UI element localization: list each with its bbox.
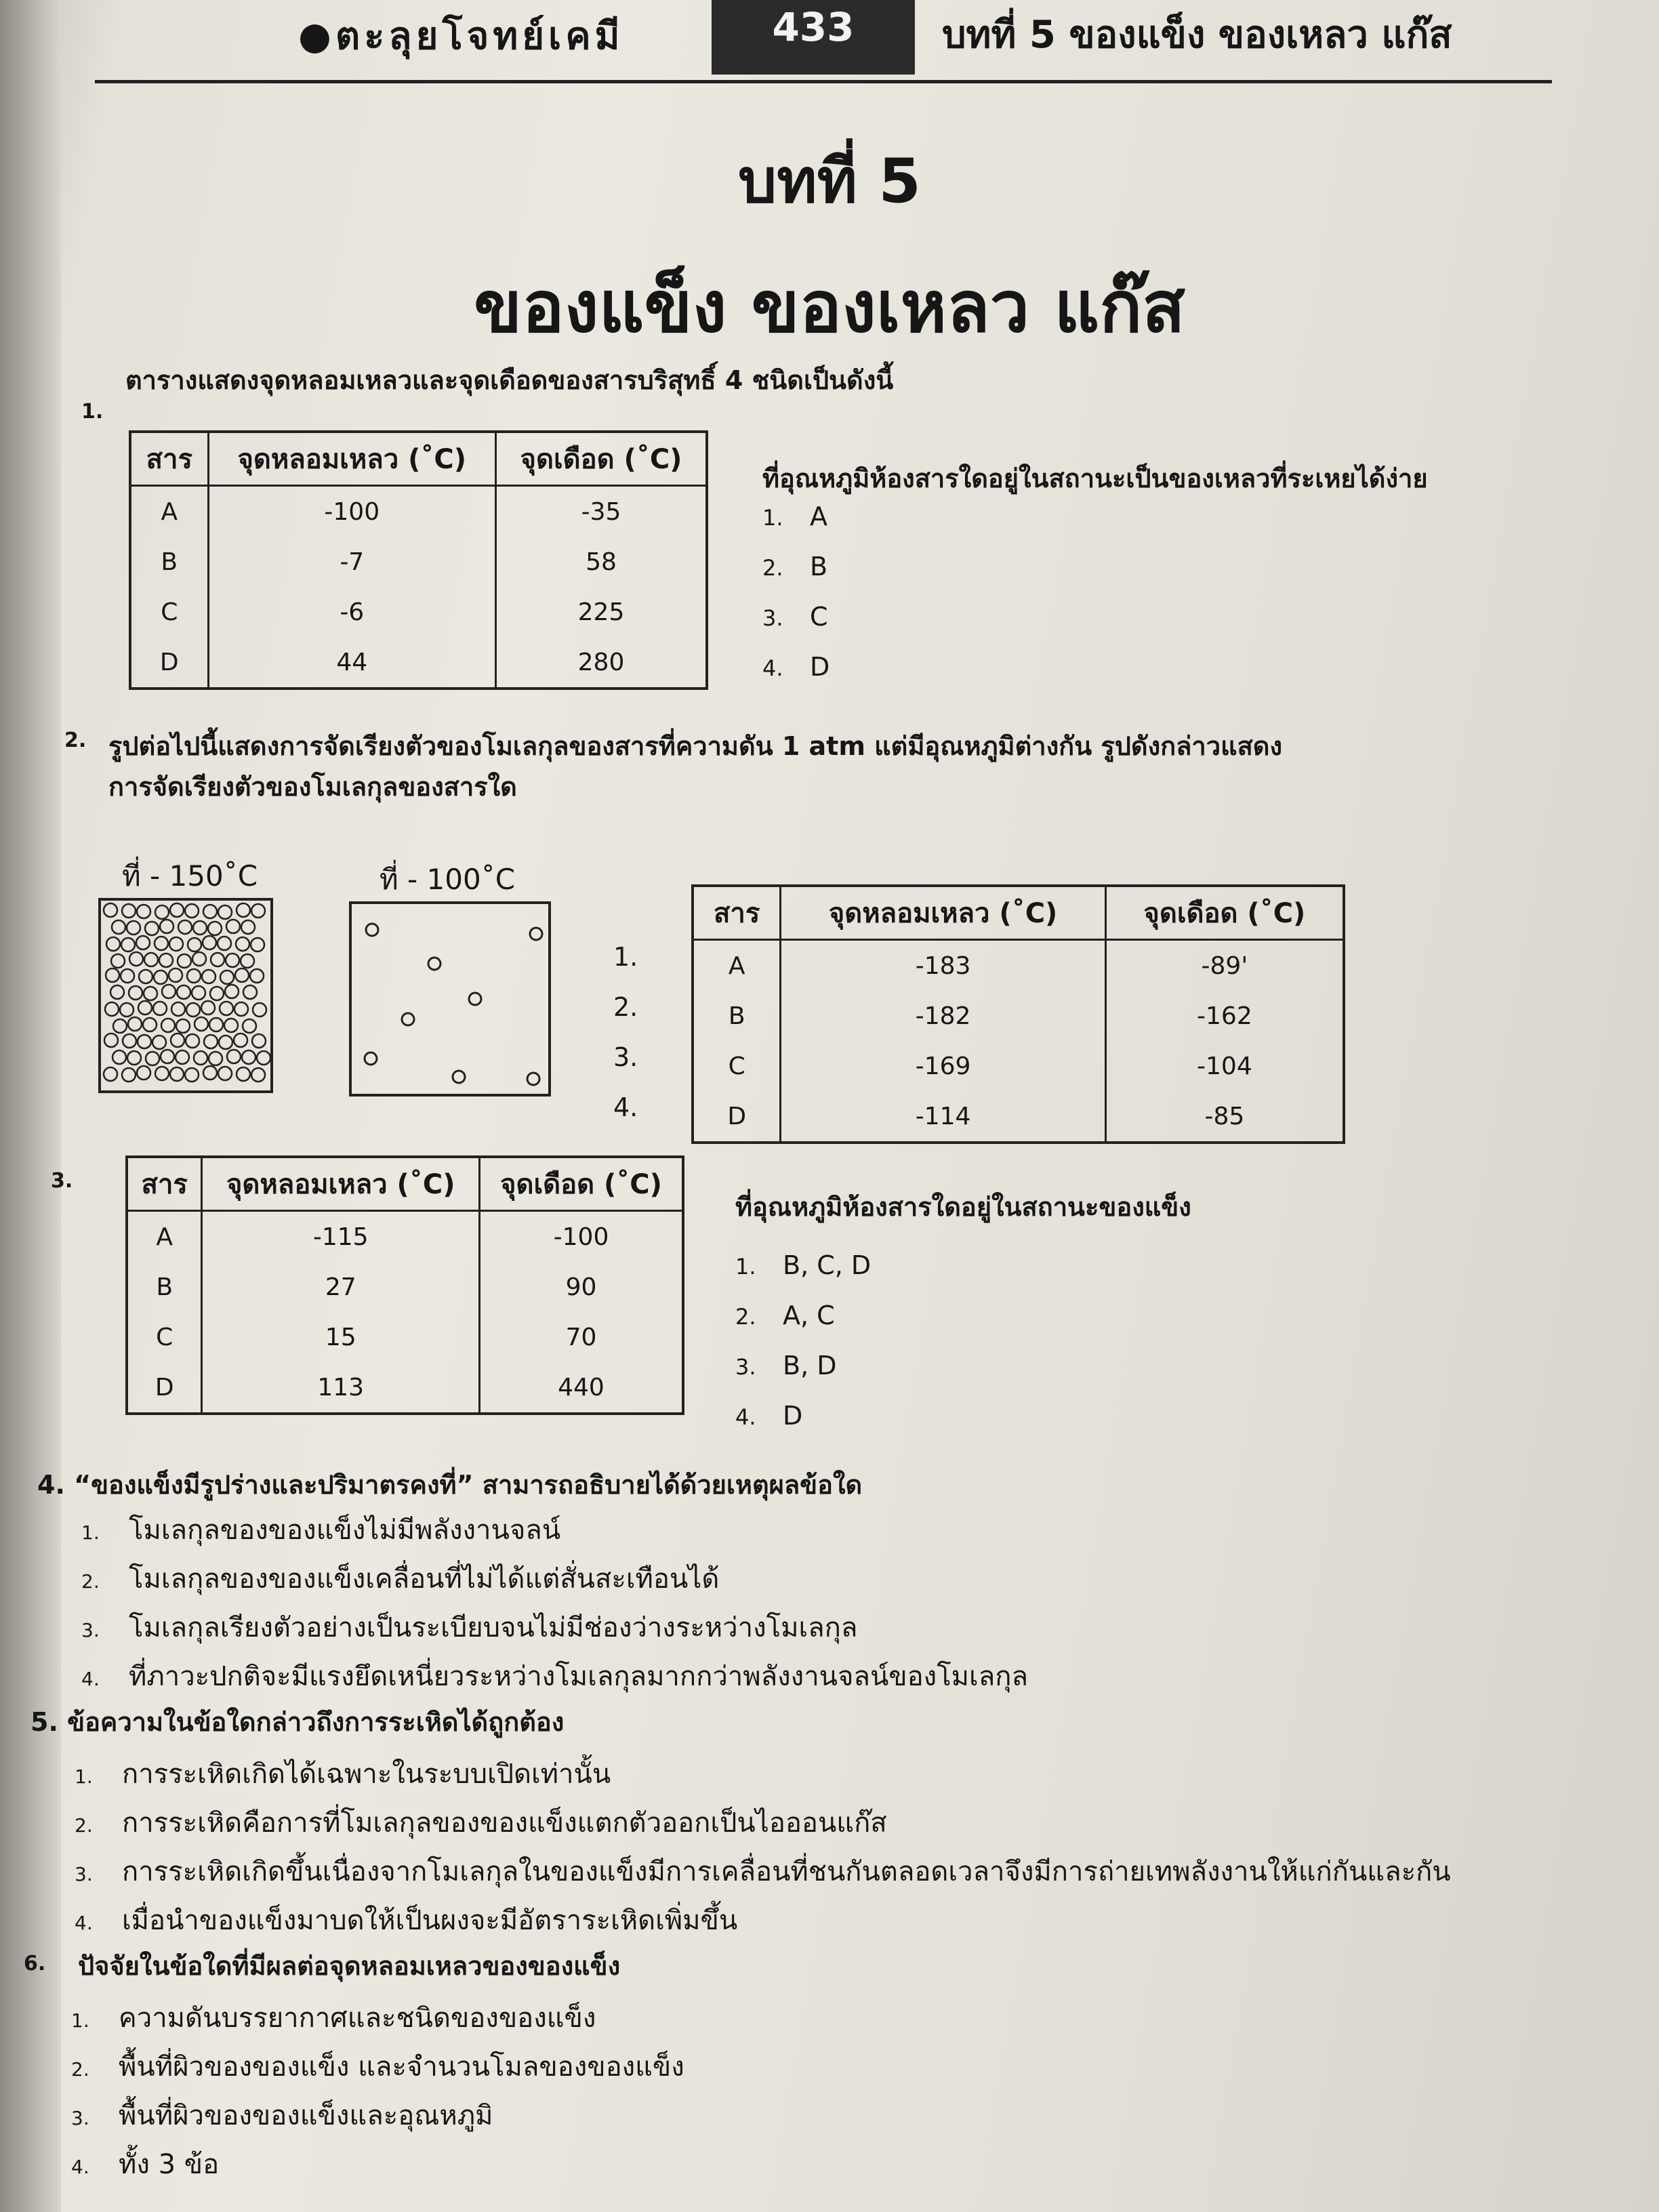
table-row (130, 486, 707, 537)
molecule-circle (138, 1001, 152, 1015)
q1-options (762, 501, 830, 702)
option-item (762, 602, 830, 652)
molecule-circle (237, 1067, 250, 1081)
molecule-circle (155, 1067, 169, 1080)
option-item (75, 1849, 1451, 1898)
molecule-circle (186, 1003, 200, 1017)
table-cell: B (693, 991, 781, 1041)
option-item (75, 1752, 1451, 1801)
option-item (71, 2093, 684, 2142)
molecule-circle (235, 968, 249, 982)
option-text: B, C, D (783, 1250, 872, 1280)
molecule-circle (154, 970, 167, 984)
molecule-circle (171, 1002, 185, 1016)
table-row (127, 1211, 683, 1263)
molecule-circle (192, 952, 206, 966)
molecule-circle (252, 1034, 266, 1048)
option-number: 1. (735, 1254, 756, 1279)
option-number: 1. (762, 505, 783, 531)
q6-number: 6. (24, 1952, 46, 1975)
molecule-circle (169, 937, 183, 951)
table-row (127, 1362, 683, 1414)
q3-question: ที่อุณหภูมิห้องสารใดอยู่ในสถานะของแข็ง (735, 1192, 1191, 1222)
molecule-circle (241, 954, 254, 968)
molecule-circle (186, 1034, 199, 1048)
molecule-circle (128, 1017, 142, 1031)
option-item (762, 552, 830, 602)
label-minus-150: ที่ - 150˚C (122, 859, 258, 893)
table-cell: 70 (565, 1323, 597, 1351)
table-cell: -115 (202, 1211, 480, 1263)
option-text: โมเลกุลของของแข็งเคลื่อนที่ไม่ได้แต่สั่นสะเทือนได้ (129, 1563, 720, 1595)
molecule-circle (155, 905, 169, 919)
molecule-circle (120, 1003, 134, 1017)
option-number: 3. (762, 605, 783, 631)
table-cell: -100 (553, 1223, 609, 1251)
header-rule (95, 80, 1552, 83)
option-number: 1. (75, 1765, 93, 1788)
q1-text: ตารางแสดงจุดหลอมเหลวและจุดเดือดของสารบริสุทธิ์ 4 ชนิดเป็นดังนี้ (125, 365, 894, 395)
q5-text: 5. ข้อความในข้อใดกล่าวถึงการระเหิดได้ถูกต้อง (30, 1707, 565, 1737)
option-text: การระเหิดคือการที่โมเลกุลของของแข็งแตกตัวออกเป็นไอออนแก๊ส (122, 1807, 887, 1839)
molecule-circle (218, 937, 231, 950)
solid-molecule-diagram (98, 898, 273, 1093)
table-cell: -7 (208, 537, 496, 587)
option-number: 3. (81, 1619, 100, 1641)
q1-number: 1. (81, 400, 104, 424)
option-item (735, 1250, 871, 1300)
q2-header-cell: สาร (693, 886, 781, 940)
table-row (693, 991, 1344, 1041)
label-minus-100: ที่ - 100˚C (380, 863, 516, 896)
molecule-circle (251, 904, 265, 918)
option-item (75, 1801, 1451, 1849)
molecule-circle (203, 936, 216, 949)
table-cell: C (130, 587, 208, 637)
q2-options (613, 942, 638, 1143)
molecule-circle (127, 921, 140, 935)
molecule-circle (185, 1068, 199, 1082)
molecule-circle (187, 969, 201, 983)
table-cell: -104 (1197, 1052, 1252, 1080)
option-number: 1. (71, 2009, 89, 2032)
molecule-circle (251, 938, 264, 951)
table-cell: A (127, 1211, 202, 1263)
table-cell: A (130, 486, 208, 537)
molecule-circle (224, 1019, 238, 1032)
molecule-circle (170, 903, 184, 917)
table-row (127, 1262, 683, 1312)
option-item (71, 2045, 684, 2093)
table-cell: 440 (558, 1373, 605, 1401)
molecule-circle (176, 1019, 190, 1033)
q6-text: ปัจจัยในข้อใดที่มีผลต่อจุดหลอมเหลวของของแข็ง (78, 1951, 621, 1981)
q3-header-cell: สาร (127, 1157, 202, 1211)
molecule-circle (106, 937, 120, 951)
table-cell: -89' (1201, 951, 1248, 980)
table-cell: -162 (1197, 1002, 1252, 1030)
option-number: 2. (762, 555, 783, 581)
table-cell: -182 (781, 991, 1105, 1041)
molecule-circle (250, 969, 264, 983)
molecule-circle (153, 1002, 167, 1015)
packed-molecules (101, 901, 270, 1090)
q3-table (125, 1155, 684, 1415)
molecule-circle (237, 903, 250, 917)
table-cell: A (693, 940, 781, 991)
option-number: 4. (762, 655, 783, 681)
option-text: พื้นที่ผิวของของแข็ง และจำนวนโมลของของแข็ง (119, 2051, 684, 2083)
option-number: 2. (71, 2058, 89, 2081)
molecule-circle (129, 952, 143, 966)
molecule-circle (218, 905, 232, 919)
molecule-circle (129, 986, 142, 1000)
table-cell: 15 (202, 1312, 480, 1362)
molecule-circle (162, 985, 176, 998)
molecule-circle (203, 905, 217, 918)
option-text: C (810, 602, 828, 632)
molecule-circle (137, 1066, 150, 1080)
molecule-circle (241, 920, 255, 934)
molecule-circle (143, 1018, 157, 1031)
q2-text-line1: รูปต่อไปนี้แสดงการจัดเรียงตัวของโมเลกุลของสารที่ความดัน 1 atm แต่มีอุณหภูมิต่างกัน รูปดังกล่าวแสดง (108, 731, 1283, 761)
table-cell: 58 (586, 548, 617, 576)
table-cell: 27 (202, 1262, 480, 1312)
molecule-circle (234, 1002, 248, 1016)
molecule-circle (257, 1051, 270, 1065)
table-cell: 225 (577, 598, 625, 626)
option-item (75, 1898, 1451, 1947)
q2-header-cell: จุดเดือด (˚C) (1105, 886, 1344, 940)
table-cell: -183 (781, 940, 1105, 991)
table-cell: 44 (208, 637, 496, 689)
option-item (81, 1654, 1028, 1703)
option-text: ที่ภาวะปกติจะมีแรงยึดเหนี่ยวระหว่างโมเลกุลมากกว่าพลังงานจลน์ของโมเลกุล (129, 1661, 1028, 1692)
molecule-circle (144, 953, 158, 966)
q1-header-cell: สาร (130, 432, 208, 486)
molecule-circle (209, 1052, 222, 1065)
q5-options (75, 1752, 1451, 1947)
page-number: 433 (712, 0, 915, 75)
table-cell: C (127, 1312, 202, 1362)
option-number: 3. (75, 1863, 93, 1885)
option-item (762, 652, 830, 702)
molecule-circle (210, 987, 224, 1000)
table-cell: -114 (781, 1091, 1105, 1143)
molecule-circle (193, 921, 207, 935)
molecule-circle (204, 1035, 218, 1048)
molecule-circle (169, 968, 182, 982)
table-cell: B (127, 1262, 202, 1312)
molecule-circle (185, 904, 199, 918)
molecule-circle (243, 985, 257, 999)
molecule-circle (161, 1019, 175, 1032)
molecule-circle (139, 970, 152, 983)
option-number: 2. (81, 1570, 100, 1593)
molecule-circle (160, 920, 173, 933)
table-cell: D (693, 1091, 781, 1143)
molecule-circle (161, 1050, 174, 1063)
option-number: 4. (735, 1404, 756, 1430)
molecule-circle (202, 970, 216, 983)
option-number: 4. (613, 1092, 638, 1122)
q2-table (691, 884, 1345, 1144)
molecule-circle (159, 954, 173, 967)
molecule-circle (127, 1051, 141, 1065)
option-item (81, 1557, 1028, 1605)
option-item (71, 2142, 684, 2191)
table-cell: D (127, 1362, 202, 1414)
table-row (130, 587, 707, 637)
option-item (71, 1996, 684, 2045)
molecule-circle (220, 970, 234, 984)
table-cell: -169 (781, 1041, 1105, 1091)
option-text: D (810, 652, 830, 682)
option-number: 3. (735, 1354, 756, 1380)
q6-options (71, 1996, 684, 2191)
table-cell: -85 (1204, 1102, 1245, 1130)
option-item (81, 1605, 1028, 1654)
molecule-circle (105, 1002, 119, 1016)
molecule-circle (211, 953, 224, 966)
q2-number: 2. (64, 729, 87, 752)
molecule-circle (220, 1002, 233, 1015)
molecule-circle (192, 986, 205, 1000)
molecule-circle (226, 954, 239, 967)
molecule-circle (146, 1052, 159, 1065)
option-text: ความดันบรรยากาศและชนิดของของแข็ง (119, 2003, 596, 2034)
molecule-circle (121, 969, 134, 983)
molecule-circle (111, 954, 125, 968)
running-chapter-title: บทที่ 5 ของแข็ง ของเหลว แก๊ส (942, 13, 1452, 57)
molecule-circle (112, 920, 125, 934)
option-number: 4. (71, 2156, 89, 2178)
table-row (130, 637, 707, 689)
q3-header-cell: จุดหลอมเหลว (˚C) (202, 1157, 480, 1211)
table-row (693, 1041, 1344, 1091)
option-number: 1. (613, 942, 638, 972)
option-number: 3. (613, 1042, 638, 1072)
molecule-circle (104, 1033, 118, 1047)
molecule-circle (236, 937, 249, 951)
molecule-circle (155, 937, 168, 950)
molecule-circle (253, 1003, 266, 1017)
molecule-circle (177, 985, 190, 999)
molecule-circle (251, 1068, 265, 1082)
table-row (693, 940, 1344, 991)
molecule-circle (106, 968, 119, 982)
molecule-circle (226, 920, 240, 933)
molecule-circle (123, 1034, 136, 1048)
q2-text-line2: การจัดเรียงตัวของโมเลกุลของสารใด (108, 772, 517, 802)
molecule-circle (113, 1019, 127, 1033)
gas-molecule-diagram (349, 901, 551, 1097)
table-cell: B (130, 537, 208, 587)
option-item (735, 1401, 871, 1451)
q4-text: 4. “ของแข็งมีรูปร่างและปริมาตรคงที่” สามารถอธิบายได้ด้วยเหตุผลข้อใด (37, 1470, 863, 1500)
molecule-circle (176, 1050, 189, 1064)
option-number: 2. (75, 1814, 93, 1837)
q4-options (81, 1508, 1028, 1703)
table-cell: 280 (577, 648, 625, 676)
option-item (81, 1508, 1028, 1557)
molecule-circle (110, 985, 124, 999)
molecule-circle (104, 903, 117, 917)
table-cell: C (693, 1041, 781, 1091)
page-header (95, 0, 1552, 108)
molecule-circle (136, 936, 150, 949)
q1-question: ที่อุณหภูมิห้องสารใดอยู่ในสถานะเป็นของเหลวที่ระเหยได้ง่าย (762, 464, 1428, 493)
molecule-circle (152, 1036, 166, 1049)
molecule-circle (219, 1036, 232, 1049)
option-text: D (783, 1401, 803, 1431)
molecule-circle (227, 1050, 241, 1063)
option-item (735, 1351, 871, 1401)
molecule-circle (122, 1068, 136, 1082)
molecule-circle (209, 1018, 223, 1031)
molecule-circle (104, 1067, 117, 1081)
option-text: โมเลกุลเรียงตัวอย่างเป็นระเบียบจนไม่มีช่องว่างระหว่างโมเลกุล (129, 1612, 858, 1643)
molecule-circle (112, 1050, 126, 1064)
option-text: B (810, 552, 828, 581)
molecule-circle (243, 1019, 256, 1033)
table-row (127, 1312, 683, 1362)
molecule-circle (138, 1035, 151, 1048)
molecule-circle (201, 1001, 215, 1015)
option-text: เมื่อนำของแข็งมาบดให้เป็นผงจะมีอัตราระเหิดเพิ่มขึ้น (122, 1905, 738, 1936)
molecule-circle (171, 1033, 184, 1047)
q3-header-cell: จุดเดือด (˚C) (479, 1157, 683, 1211)
table-row (130, 537, 707, 587)
molecule-circle (218, 1067, 232, 1080)
q1-header-cell: จุดเดือด (˚C) (496, 432, 707, 486)
molecule-circle (208, 922, 222, 935)
q3-number: 3. (51, 1169, 73, 1193)
spread-molecules (352, 904, 548, 1094)
option-number: 4. (81, 1668, 100, 1690)
option-text: A (810, 501, 827, 531)
option-text: การระเหิดเกิดขึ้นเนื่องจากโมเลกุลในของแข็งมีการเคลื่อนที่ชนกันตลอดเวลาจึงมีการถ่ายเทพลังงานให้แก่กันและกัน (122, 1856, 1451, 1887)
option-item (762, 501, 830, 552)
option-number: 2. (735, 1304, 756, 1330)
molecule-circle (121, 938, 135, 951)
molecule-circle (137, 905, 150, 918)
option-text: โมเลกุลของของแข็งไม่มีพลังงานจลน์ (129, 1515, 561, 1546)
option-text: พื้นที่ผิวของของแข็งและอุณหภูมิ (119, 2100, 493, 2131)
option-text: ทั้ง 3 ข้อ (119, 2149, 220, 2180)
q1-header-cell: จุดหลอมเหลว (˚C) (208, 432, 496, 486)
molecule-circle (188, 938, 201, 951)
q2-header-cell: จุดหลอมเหลว (˚C) (781, 886, 1105, 940)
table-cell: 90 (565, 1273, 597, 1301)
molecule-circle (170, 1067, 184, 1081)
option-number: 2. (613, 992, 638, 1022)
option-number: 1. (81, 1521, 100, 1544)
option-text: การระเหิดเกิดได้เฉพาะในระบบเปิดเท่านั้น (122, 1759, 611, 1790)
option-number: 4. (75, 1912, 93, 1934)
option-number: 3. (71, 2107, 89, 2129)
table-cell: 113 (202, 1362, 480, 1414)
chapter-number: บทที่ 5 (738, 146, 921, 217)
molecule-circle (178, 954, 191, 968)
molecule-circle (194, 1017, 208, 1031)
book-title: ●ตะลุยโจทย์เคมี (298, 14, 624, 58)
molecule-circle (122, 904, 136, 918)
molecule-circle (234, 1033, 247, 1047)
molecule-circle (225, 985, 239, 998)
table-row (693, 1091, 1344, 1143)
molecule-circle (178, 920, 192, 934)
molecule-circle (145, 922, 159, 935)
option-item (735, 1300, 871, 1351)
molecule-circle (194, 1051, 207, 1065)
table-cell: D (130, 637, 208, 689)
q3-options (735, 1250, 871, 1451)
q1-table (129, 430, 708, 690)
table-cell: -35 (581, 497, 621, 526)
molecule-circle (203, 1066, 217, 1080)
table-cell: -6 (208, 587, 496, 637)
molecule-circle (242, 1050, 255, 1064)
table-cell: -100 (208, 486, 496, 537)
option-text: B, D (783, 1351, 837, 1380)
molecule-circle (144, 987, 157, 1000)
option-text: A, C (783, 1300, 835, 1330)
chapter-heading: ของแข็ง ของเหลว แก๊ส (474, 266, 1185, 348)
